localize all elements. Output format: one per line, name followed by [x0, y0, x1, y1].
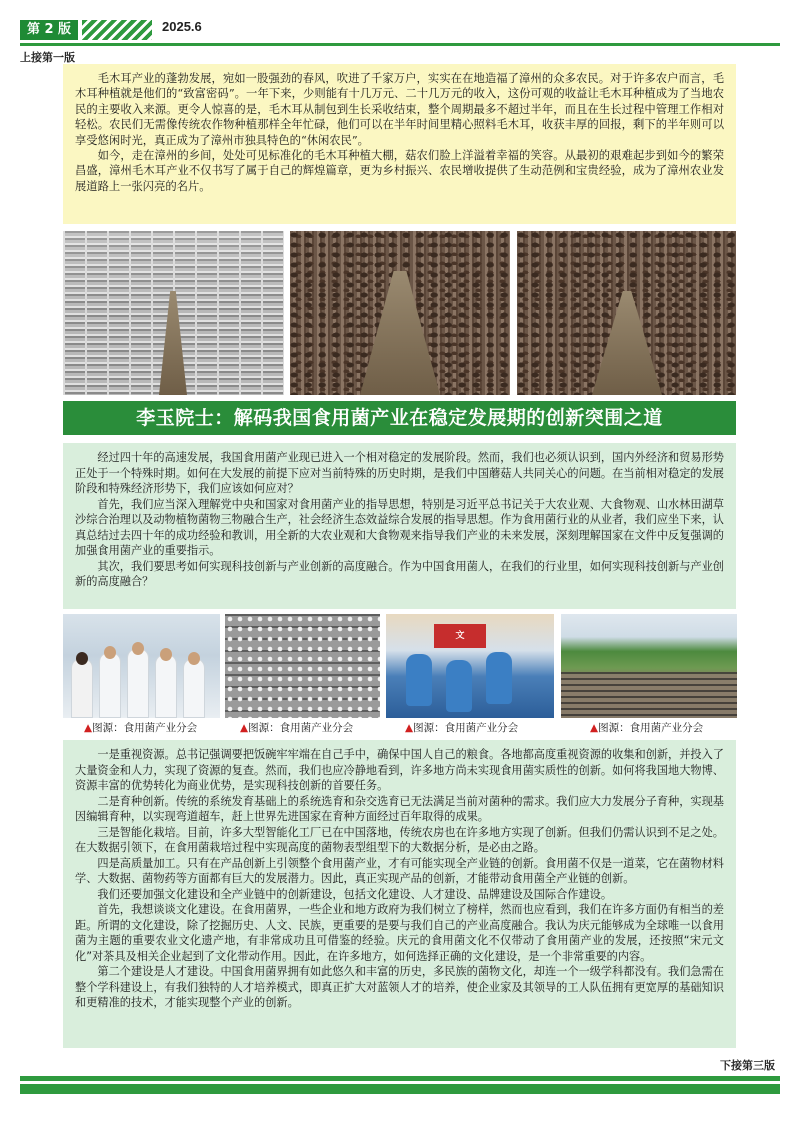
caption-triangle-icon: ▲ — [590, 722, 599, 734]
intro-paragraph: 毛木耳产业的蓬勃发展，宛如一股强劲的春风，吹进了千家万户，实实在在地造福了漳州的众多农民。对于许多农户而言，毛木耳种植就是他们的“致富密码”。一年下来，少则能有十几万元、二十几万元的收入，这份可观的收益让毛木耳种植成为了当地农民的主要收入来源。更令人惊喜的是，毛木耳从制包到生长采收结束，整个周期最多不超过半年，而且在生长过程中管理工作相对轻松。农民们无需像传统农作物种植那样全年忙碌，他们可以在半年时间里精心照料毛木耳，收获丰厚的回报，剩下的半年则可以享受悠闲时光，真正成为了漳州市独具特色的“休闲农民”。 — [75, 72, 724, 147]
article-title: 李玉院士：解码我国食用菌产业在稳定发展期的创新突围之道 — [63, 401, 736, 435]
factory-sign: 文 — [434, 624, 486, 648]
article-paragraph: 二是育种创新。传统的系统发育基础上的系统选育和杂交选育已无法满足当前对菌种的需求。我们应大力发展分子育种，实现基因编辑育种，以实现弯道超车，赶上世界先进国家在育种方面经过百年取得的成果。 — [75, 794, 724, 823]
researcher-figure — [127, 648, 149, 718]
page-number-badge: 第 2 版 — [20, 20, 78, 40]
article-section-1 — [63, 443, 736, 609]
mushroom-strings-photo-3 — [517, 231, 736, 395]
footer-rule-thick — [20, 1084, 780, 1094]
researcher-figure — [183, 658, 205, 718]
photo-caption-4 — [590, 720, 703, 735]
header-stripes-decoration — [82, 20, 152, 40]
researcher-head — [160, 648, 172, 661]
researcher-figure — [155, 654, 177, 718]
article-paragraph: 三是智能化栽培。目前，许多大型智能化工厂已在中国落地，传统农房也在许多地方实现了创新。但我们仍需认识到不足之处。在大数据引领下，在食用菌栽培过程中实现高度的菌物表型组型下的大数据分析，是必由之路。 — [75, 825, 724, 854]
intro-text-box — [63, 64, 736, 224]
greenhouse-aisle — [592, 291, 662, 395]
cultivation-bottles-photo — [225, 614, 380, 718]
mushroom-strings-photo-2 — [290, 231, 510, 395]
caption-text: 图源：食用菌产业分会 — [413, 722, 519, 734]
mountain-field-photo — [561, 614, 737, 718]
researcher-head — [188, 652, 200, 665]
worker-figure — [486, 652, 512, 704]
caption-triangle-icon: ▲ — [240, 722, 249, 734]
page-header — [20, 18, 780, 44]
caption-triangle-icon: ▲ — [405, 722, 414, 734]
researcher-figure — [71, 658, 93, 718]
caption-text: 图源：食用菌产业分会 — [248, 722, 354, 734]
intro-paragraph: 如今，走在漳州的乡间，处处可见标准化的毛木耳种植大棚，菇农们脸上洋溢着幸福的笑容。从最初的艰难起步到如今的繁荣昌盛，漳州毛木耳产业不仅书写了属于自己的辉煌篇章，更为乡村振兴、农民增收提供了生动范例和宝贵经验，成为了漳州农业发展道路上一张闪亮的名片。 — [75, 149, 724, 193]
article-paragraph: 我们还要加强文化建设和全产业链中的创新建设，包括文化建设、人才建设、品牌建设及国际合作建设。 — [97, 887, 613, 901]
field-shade-rows — [561, 672, 737, 718]
article-paragraph: 四是高质量加工。只有在产品创新上引领整个食用菌产业，才有可能实现全产业链的创新。食用菌不仅是一道菜，它在菌物材料学、大数据、菌物药等方面都有巨大的发展潜力。因此，真正实现产品的创新，才能带动食用菌全产业链的创新。 — [75, 856, 724, 885]
researcher-head — [104, 646, 116, 659]
article-paragraph: 经过四十年的高速发展，我国食用菌产业现已进入一个相对稳定的发展阶段。然而，我们也必须认识到，国内外经济和贸易形势正处于一个特殊时期。如何在大发展的前提下应对当前特殊的历史时期，是我们中国蘑菇人共同关心的问题。在当前相对稳定的发展阶段和特殊经济形势下，我们应该如何应对？ — [75, 451, 724, 495]
continued-from-label: 上接第一版 — [20, 51, 75, 64]
article-section-2 — [63, 740, 736, 1048]
photo-caption-2 — [240, 720, 353, 735]
greenhouse-aisle — [159, 291, 187, 395]
article-paragraph: 其次，我们要思考如何实现科技创新与产业创新的高度融合。作为中国食用菌人，在我们的行业里，如何实现科技创新与产业创新的高度融合？ — [75, 559, 724, 588]
footer-rule-thin — [20, 1076, 780, 1081]
issue-date: 2025.6 — [162, 19, 202, 34]
caption-text: 图源：食用菌产业分会 — [598, 722, 704, 734]
greenhouse-photo-1 — [63, 231, 284, 395]
researcher-head — [132, 642, 144, 655]
header-rule — [20, 43, 780, 46]
caption-triangle-icon: ▲ — [84, 722, 93, 734]
article-paragraph: 首先，我们应当深入理解党中央和国家对食用菌产业的指导思想，特别是习近平总书记关于大农业观、大食物观、山水林田湖草沙综合治理以及动物植物菌物三物融合生产，社会经济生态效益综合发展的指导思想。作为食用菌行业的从业者，我们应坐下来，认真总结过去四十年的成功经验和教训，用全新的大农业观和大食物观来指导我们产业的未来发展，深刻理解国家在文件中反复强调的加强食用菌产业的重要指示。 — [75, 497, 724, 557]
photo-caption-1 — [84, 720, 197, 735]
worker-figure — [406, 654, 432, 706]
worker-figure — [446, 660, 472, 712]
researcher-head — [76, 652, 88, 665]
photo-caption-3 — [405, 720, 518, 735]
researcher-figure — [99, 652, 121, 718]
lab-researchers-photo — [63, 614, 220, 718]
caption-text: 图源：食用菌产业分会 — [92, 722, 198, 734]
article-paragraph: 一是重视资源。总书记强调要把饭碗牢牢端在自己手中，确保中国人自己的粮食。各地都高度重视资源的收集和创新，并投入了大量资金和人力，实现了资源的复查。然而，我们也应冷静地看到，许多地方尚未实现食用菌实质性的创新。如何将我国地大物博、资源丰富的优势转化为商业优势，是实现科技创新的首要任务。 — [75, 748, 724, 792]
greenhouse-aisle — [360, 271, 440, 395]
article-paragraph: 首先，我想谈谈文化建设。在食用菌界，一些企业和地方政府为我们树立了榜样，然而也应看到，我们在许多方面仍有相当的差距。所谓的文化建设，除了挖掘历史、人文、民族，更重要的是要与我们自己的产业高度融合。我认为庆元能够成为全球唯一以食用菌为主题的重要农业文化遗产地，有非常成功且可借鉴的经验。庆元的食用菌文化不仅带动了食用菌产业的发展，还按照“宋元文化”对茶具及相关企业起到了文化带动作用。因此，在许多地方，如何选择正确的文化建设，是一个非常重要的内容。 — [75, 903, 724, 963]
factory-workers-photo — [386, 614, 554, 718]
continued-to-label: 下接第三版 — [720, 1059, 775, 1072]
article-paragraph: 第二个建设是人才建设。中国食用菌界拥有如此悠久和丰富的历史，多民族的菌物文化，却连一个一级学科都没有。我们急需在整个学科建设上，有我们独特的人才培养模式，即真正扩大对蓝领人才的培养，使企业家及其领导的工人队伍拥有更宽厚的基础知识和更精准的技术，才能实现整个产业的创新。 — [75, 965, 724, 1009]
